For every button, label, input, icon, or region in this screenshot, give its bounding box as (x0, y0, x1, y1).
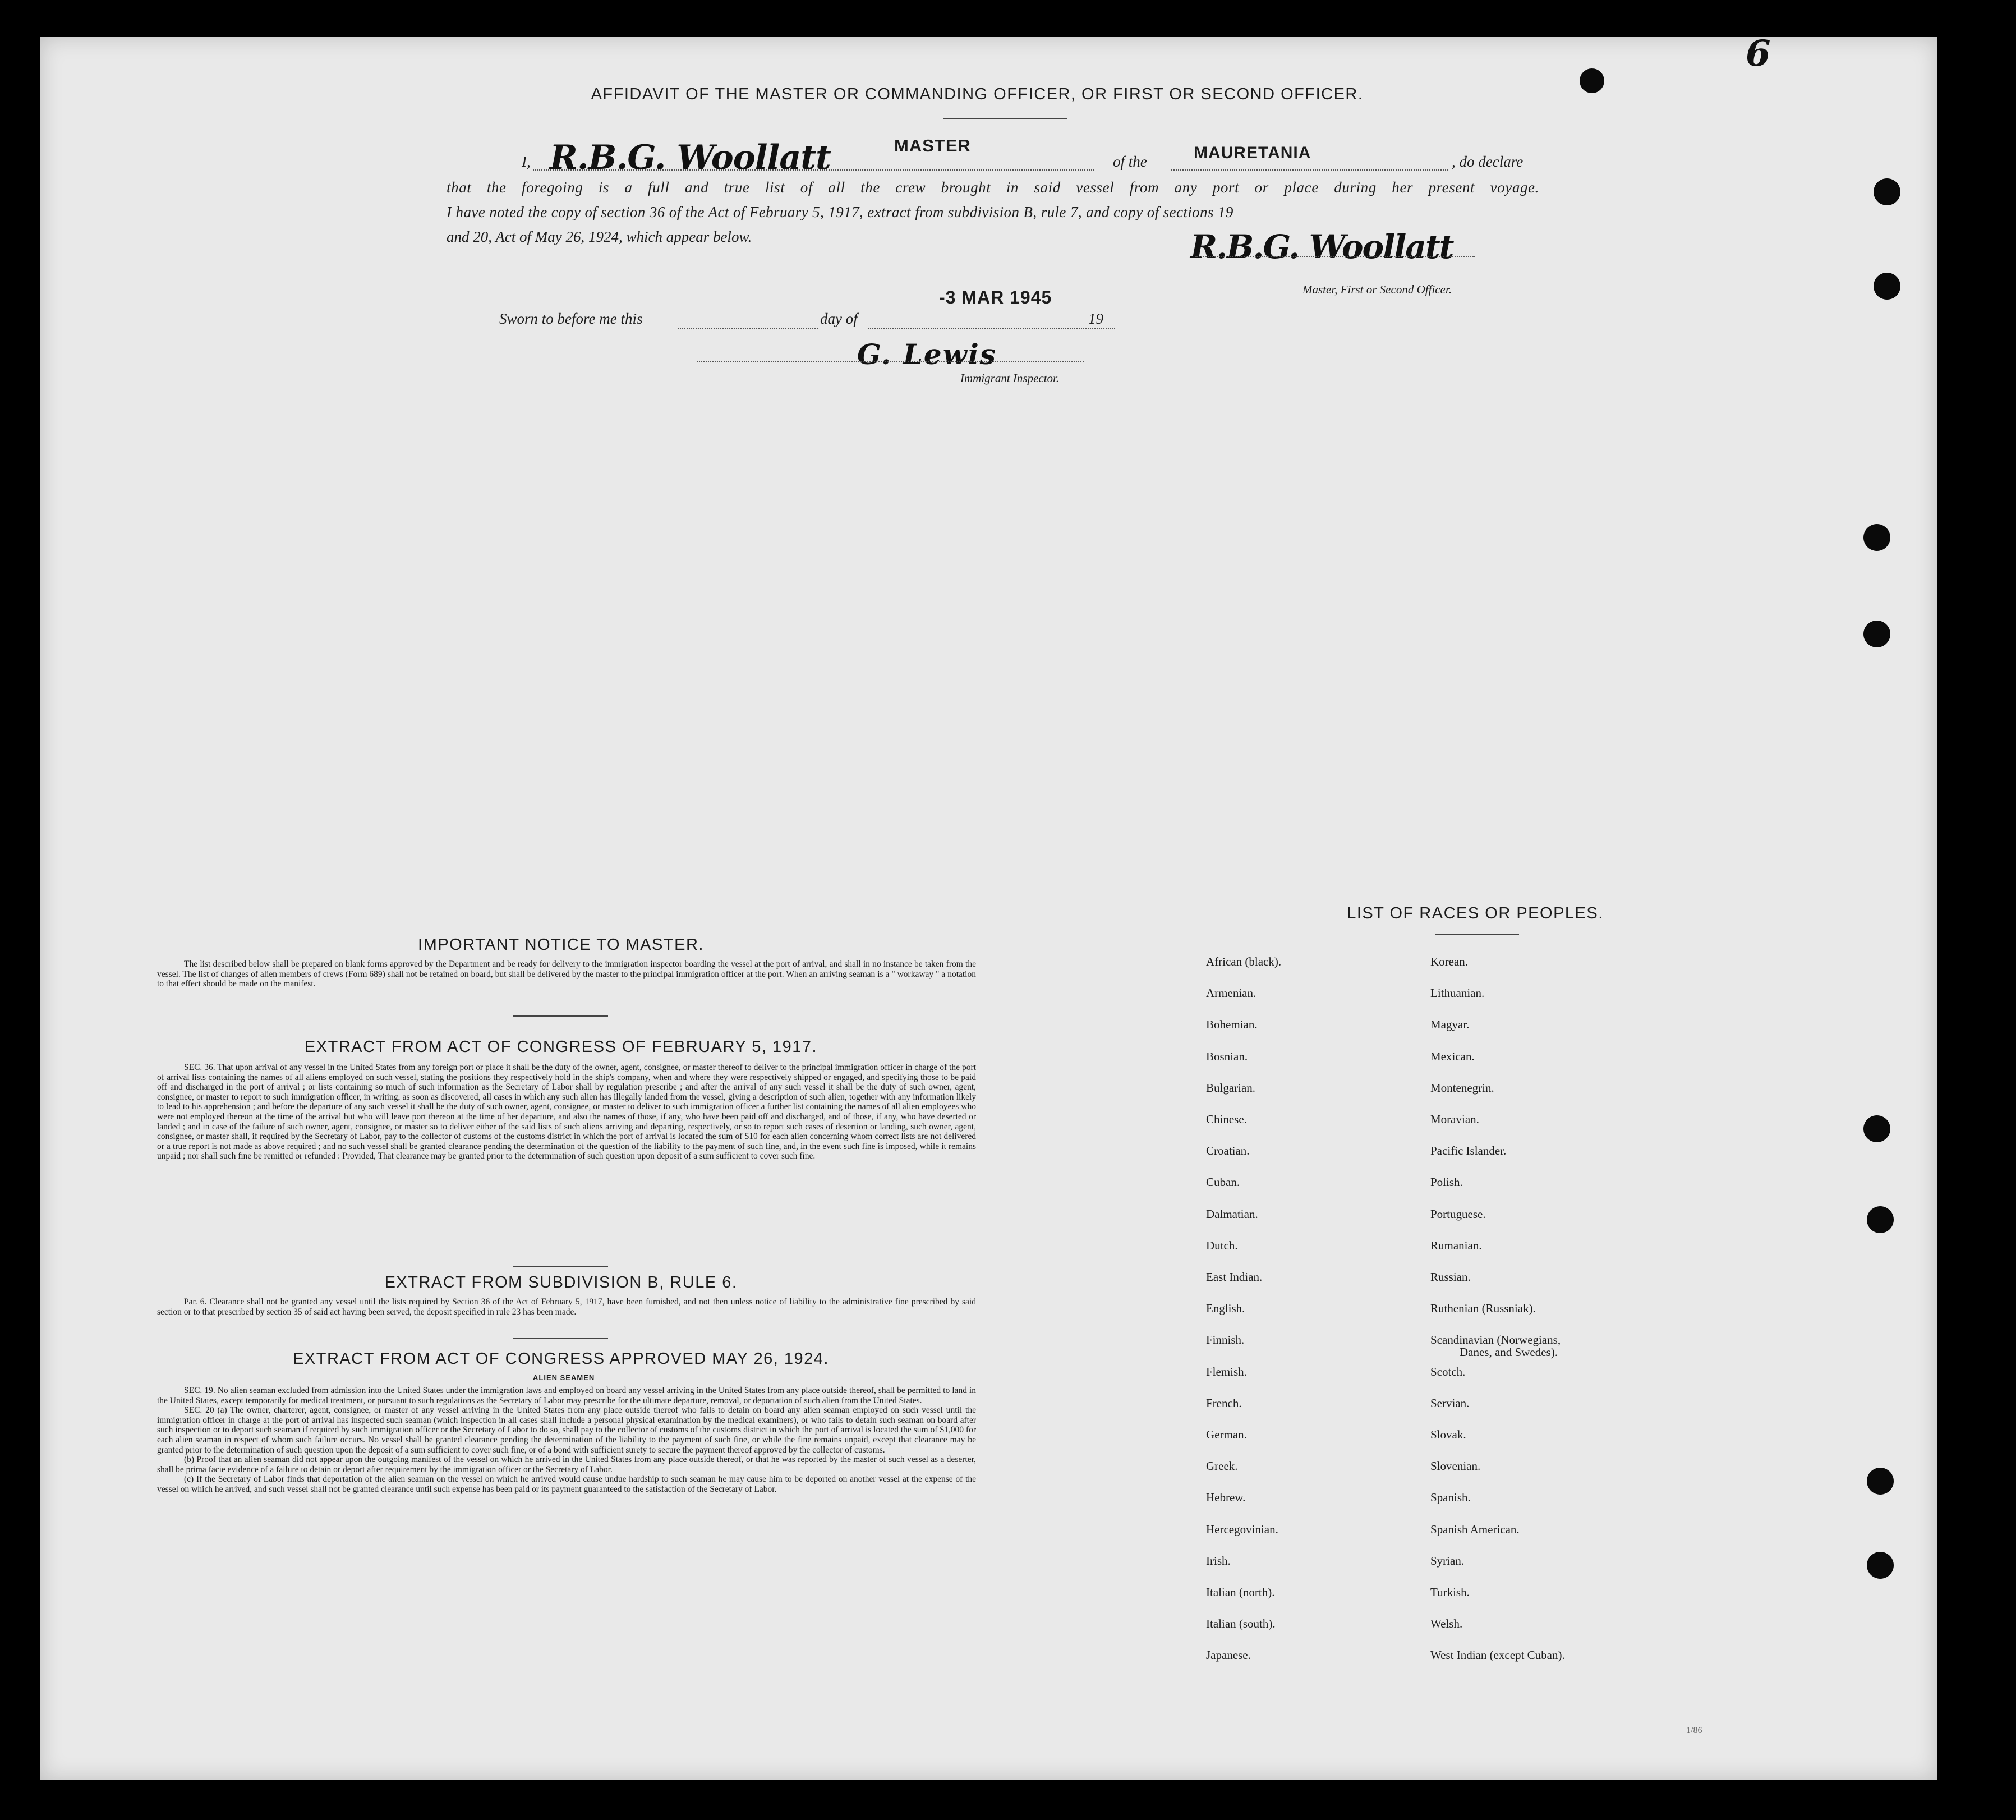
notice-heading: IMPORTANT NOTICE TO MASTER. (418, 936, 704, 954)
race-entry: Polish. (1430, 1175, 1463, 1189)
of-the-label: of the (1113, 153, 1147, 170)
rank-stamp: MASTER (894, 136, 971, 155)
affidavit-line-4: and 20, Act of May 26, 1924, which appear below. (447, 228, 752, 245)
punch-hole (1867, 1206, 1894, 1233)
i-label: I, (522, 153, 531, 170)
race-entry: Bosnian. (1206, 1050, 1248, 1063)
race-entry: Magyar. (1430, 1018, 1470, 1031)
race-entry: Irish. (1206, 1554, 1231, 1568)
inspector-caption: Immigrant Inspector. (960, 371, 1060, 385)
race-entry: Welsh. (1430, 1617, 1463, 1630)
divider (513, 1015, 608, 1017)
race-entry: Spanish American. (1430, 1523, 1520, 1536)
punch-hole (1874, 178, 1900, 205)
race-entry: Syrian. (1430, 1554, 1465, 1568)
divider (513, 1266, 608, 1267)
race-entry: West Indian (except Cuban). (1430, 1648, 1565, 1662)
sec-20a: SEC. 20 (a) The owner, charterer, agent, consignee, or master of any vessel arriving in the United States from any place outside thereof who fails to detain on board any alien seaman employed on such vessel until the immigration officer in charge at the port of arrival has inspected such seaman (which inspection in all cases shall include a personal physical examination by the medical examiners), or who fails to detain such seaman on board after such inspection or to deport such seaman if required by such immigration officer or the Secretary of Labor to do so, shall pay to the collector of customs of the customs district in which the port of arrival is located the sum of $1,000 for each alien seaman in respect of whom such failure occurs. No vessel shall be granted clearance pending the determination of the liability to the payment of such fine, or while the fine remains unpaid, except that clearance may be granted prior to the determination of such question upon the deposit of a sum sufficient to cover such fine, or of a bond with sufficient surety to secure the payment thereof approved by the collector of customs. (157, 1405, 976, 1455)
date-stamp: -3 MAR 1945 (939, 287, 1052, 307)
race-entry: Servian. (1430, 1396, 1470, 1410)
race-entry: Ruthenian (Russniak). (1430, 1302, 1536, 1315)
sec-19: SEC. 19. No alien seaman excluded from admission into the United States under the immigration laws and employed on board any vessel arriving in the United States from any place outside thereof, shall be permitted to land in the United States, except temporarily for medical treatment, or pursuant to such regulations as the Secretary of Labor may prescribe for the ultimate departure, removal, or deportation of such alien from the United States. (157, 1386, 976, 1405)
race-entry: Dalmatian. (1206, 1207, 1258, 1221)
punch-hole (1867, 1468, 1894, 1495)
race-entry: Spanish. (1430, 1491, 1471, 1504)
race-entry: Italian (south). (1206, 1617, 1276, 1630)
sworn-month-blank (868, 312, 1115, 329)
race-entry: Chinese. (1206, 1113, 1247, 1126)
page-number: 6 (1746, 37, 1771, 75)
extract-1924-subheading: ALIEN SEAMEN (533, 1373, 595, 1382)
race-entry: Lithuanian. (1430, 986, 1485, 1000)
sworn-label: Sworn to before me this (499, 310, 643, 327)
race-entry: Armenian. (1206, 986, 1256, 1000)
race-entry: Hercegovinian. (1206, 1523, 1278, 1536)
extract-rule6-heading: EXTRACT FROM SUBDIVISION B, RULE 6. (384, 1274, 738, 1292)
race-entry: Turkish. (1430, 1585, 1470, 1599)
race-entry: Greek. (1206, 1459, 1238, 1473)
race-entry: Hebrew. (1206, 1491, 1246, 1504)
race-entry: French. (1206, 1396, 1242, 1410)
race-entry: Cuban. (1206, 1175, 1240, 1189)
do-declare-label: , do declare (1452, 153, 1523, 170)
race-entry: African (black). (1206, 955, 1282, 968)
extract-1917-heading: EXTRACT FROM ACT OF CONGRESS OF FEBRUARY 5, 1917. (304, 1038, 818, 1056)
footer-mark: 1/86 (1686, 1726, 1702, 1735)
vessel-stamp: MAURETANIA (1194, 144, 1311, 162)
extract-rule6-body: Par. 6. Clearance shall not be granted any vessel until the lists required by Section 36 of the Act of February 5, 1917, have been furnished, and not then unless notice of liability to the administrative fine prescribed by said section or to that prescribed by section 35 of said act having been served, the deposit specified in rule 23 has been made. (157, 1297, 976, 1317)
inspector-signature: G. Lewis (857, 338, 997, 371)
day-of-label: day of (820, 310, 858, 327)
master-signature: R.B.G. Woollatt (550, 138, 831, 177)
document-page (40, 37, 1937, 1780)
race-entry: Croatian. (1206, 1144, 1250, 1157)
race-entry: German. (1206, 1428, 1247, 1441)
race-entry: Finnish. (1206, 1333, 1245, 1346)
divider (1435, 934, 1519, 935)
race-entry: Japanese. (1206, 1648, 1251, 1662)
punch-hole (1863, 524, 1890, 551)
race-entry: English. (1206, 1302, 1245, 1315)
affidavit-title: AFFIDAVIT OF THE MASTER OR COMMANDING OFFICER, OR FIRST OR SECOND OFFICER. (591, 85, 1364, 103)
divider (513, 1338, 608, 1339)
year-prefix: 19 (1088, 310, 1103, 327)
race-entry: Dutch. (1206, 1239, 1238, 1252)
extract-1924-body (157, 1386, 976, 1495)
race-entry: Scandinavian (Norwegians, (1430, 1333, 1561, 1346)
race-entry: Korean. (1430, 955, 1469, 968)
race-entry: Montenegrin. (1430, 1081, 1494, 1095)
notice-body: The list described below shall be prepared on blank forms approved by the Department and be ready for delivery to the immigration inspector boarding the vessel at the port of arrival, and shall in no instance be taken from the vessel. The list of changes of alien members of crews (Form 689) shall not be retained on board, but shall be delivered by the master to the principal immigration officer at the port. When an arriving seaman is a " workaway " a notation to that effect should be made on the manifest. (157, 959, 976, 989)
race-entry: Russian. (1430, 1270, 1471, 1284)
divider (943, 118, 1067, 119)
race-entry: Mexican. (1430, 1050, 1475, 1063)
officer-signature: R.B.G. Woollatt (1190, 228, 1453, 266)
race-entry: Rumanian. (1430, 1239, 1482, 1252)
officer-signature-line (1195, 256, 1475, 257)
sec-20c: (c) If the Secretary of Labor finds that deportation of the alien seaman on the vessel on which he arrived would cause undue hardship to such seaman he may cause him to be deported on another vessel at the expense of the vessel on which he arrived, and such vessel shall not be granted clearance until such expense has been paid or its payment guaranteed to the satisfaction of the Secretary of Labor. (157, 1474, 976, 1494)
race-entry: Pacific Islander. (1430, 1144, 1507, 1157)
punch-hole (1863, 621, 1890, 647)
race-entry: East Indian. (1206, 1270, 1263, 1284)
race-entry: Flemish. (1206, 1365, 1247, 1378)
affidavit-line-2: that the foregoing is a full and true list of all the crew brought in said vessel from any port or place during her present voyage. (447, 179, 1539, 196)
affidavit-line-3: I have noted the copy of section 36 of the Act of February 5, 1917, extract from subdivision B, rule 7, and copy of sections 19 (447, 204, 1233, 220)
signer-caption: Master, First or Second Officer. (1302, 283, 1452, 296)
punch-hole (1863, 1115, 1890, 1142)
sworn-day-blank (678, 312, 818, 329)
race-entry: Slovenian. (1430, 1459, 1481, 1473)
race-entry: Italian (north). (1206, 1585, 1275, 1599)
sec-20b: (b) Proof that an alien seaman did not appear upon the outgoing manifest of the vessel on which he arrived in the United States from any place outside thereof, or that he was reported by the master of such vessel as a deserter, shall be prima facie evidence of a failure to detain or deport after requirement by the immigration officer or the Secretary of Labor. (157, 1455, 976, 1474)
race-entry: Moravian. (1430, 1113, 1479, 1126)
race-entry: Bulgarian. (1206, 1081, 1256, 1095)
extract-1917-body: SEC. 36. That upon arrival of any vessel in the United States from any foreign port or place it shall be the duty of the owner, agent, consignee, or master thereof to deliver to the principal immigration officer in charge of the port of arrival lists containing the names of all aliens employed on such vessel, stating the positions they respectively hold in the ship's company, when and where they were respectively shipped or engaged, and specifying those to be paid off and discharged in the port of arrival ; or lists containing so much of such information as the Secretary of Labor shall by regulation prescribe ; and after the arrival of any such vessel it shall be the duty of such owner, agent, consignee, or master to report to such immigration officer, in writing, as soon as discovered, all cases in which any such alien has illegally landed from the vessel, giving a description of such alien, together with any information likely to lead to his apprehension ; and before the departure of any such vessel it shall be the duty of such owner, agent, consignee, or master to deliver to such immigration officer a further list containing the names of all alien employees who were not employed thereon at the time of the arrival but who will leave port thereon at the time of her departure, and also the names of those, if any, who have been paid off and discharged, and of those, if any, who have deserted or landed ; and in case of the failure of such owner, agent, consignee, or master so to deliver either of the said lists of such aliens arriving and departing, respectively, or so to report such cases of desertion or landing, such owner, agent, consignee, or master shall, if required by the Secretary of Labor, pay to the collector of customs of the customs district in which the port of arrival is located the sum of $10 for each alien concerning whom correct lists are not delivered or a true report is not made as above required ; and no such vessel shall be granted clearance pending the determination of the question of the liability to the payment of such fine, and, in the event such fine is imposed, while it remains unpaid ; nor shall such fine be remitted or refunded : Provided, That clearance may be granted prior to the determination of such question upon deposit of a sum sufficient to cover such fine. (157, 1063, 976, 1161)
race-entry: Slovak. (1430, 1428, 1466, 1441)
punch-hole (1867, 1552, 1894, 1579)
inspector-signature-line (697, 361, 1084, 362)
race-entry: Bohemian. (1206, 1018, 1258, 1031)
races-heading: LIST OF RACES OR PEOPLES. (1347, 904, 1604, 922)
punch-hole (1580, 68, 1604, 93)
race-entry: Portuguese. (1430, 1207, 1486, 1221)
race-entry-continuation: Danes, and Swedes). (1460, 1345, 1558, 1359)
punch-hole (1874, 273, 1900, 300)
race-entry: Scotch. (1430, 1365, 1466, 1378)
extract-1924-heading: EXTRACT FROM ACT OF CONGRESS APPROVED MAY 26, 1924. (293, 1350, 829, 1368)
